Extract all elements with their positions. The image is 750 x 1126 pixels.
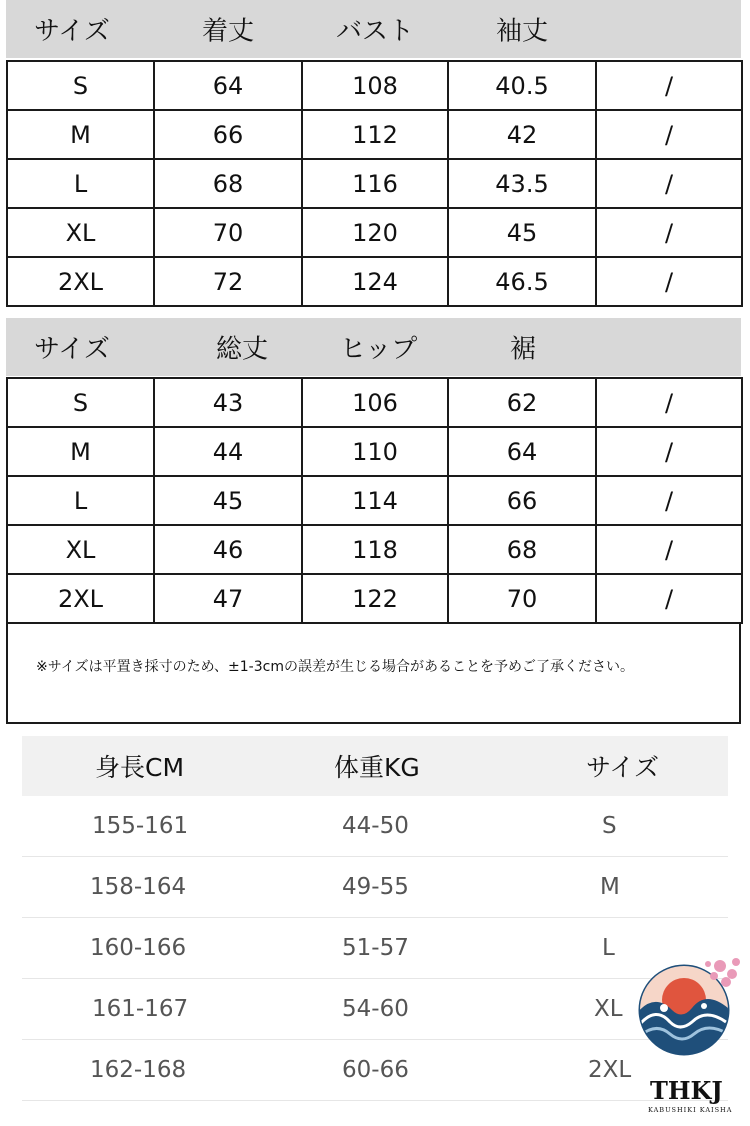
- table-cell: 62: [448, 378, 596, 427]
- table-cell: M: [7, 427, 154, 476]
- table-cell: 122: [302, 574, 448, 623]
- table-row: [22, 979, 728, 1040]
- table-row: [22, 1040, 728, 1101]
- table1-header-size: サイズ: [34, 16, 110, 47]
- weight-cell: 60-66: [342, 1057, 409, 1083]
- table2-header-hip: ヒップ: [340, 334, 418, 365]
- table-cell: 45: [448, 208, 596, 257]
- table-cell: XL: [7, 525, 154, 574]
- table-cell: 47: [154, 574, 302, 623]
- table1-header-bust: バスト: [336, 16, 415, 47]
- weight-cell: 51-57: [342, 935, 409, 961]
- table-cell: 68: [448, 525, 596, 574]
- table-cell: S: [7, 61, 154, 110]
- height-cell: 160-166: [90, 935, 187, 961]
- table-cell: 2XL: [7, 574, 154, 623]
- table-cell: 66: [154, 110, 302, 159]
- table-cell: /: [596, 476, 742, 525]
- height-cell: 162-168: [90, 1057, 187, 1083]
- table-cell: 43.5: [448, 159, 596, 208]
- table-cell: /: [596, 574, 742, 623]
- table-cell: 2XL: [7, 257, 154, 306]
- table-cell: /: [596, 110, 742, 159]
- table-cell: 66: [448, 476, 596, 525]
- table-cell: S: [7, 378, 154, 427]
- weight-cell: 49-55: [342, 874, 409, 900]
- table-cell: 46: [154, 525, 302, 574]
- table-cell: 70: [154, 208, 302, 257]
- table-row: [7, 476, 742, 525]
- table-cell: XL: [7, 208, 154, 257]
- table-row: [7, 257, 742, 306]
- table3-header-weight: 体重KG: [334, 753, 420, 782]
- table-cell: 110: [302, 427, 448, 476]
- table-cell: /: [596, 525, 742, 574]
- table2: [6, 377, 741, 624]
- table3-header: [22, 736, 728, 796]
- wave-sun-icon: [636, 952, 746, 1072]
- table-cell: /: [596, 61, 742, 110]
- table2-header: [6, 318, 741, 376]
- size-cell: M: [600, 874, 620, 900]
- table-cell: 120: [302, 208, 448, 257]
- table3-header-size: サイズ: [586, 753, 660, 782]
- table-cell: 124: [302, 257, 448, 306]
- table2-header-size: サイズ: [34, 334, 110, 365]
- table-cell: M: [7, 110, 154, 159]
- note-box: [6, 624, 741, 724]
- table-cell: /: [596, 427, 742, 476]
- weight-cell: 44-50: [342, 813, 409, 839]
- table-cell: 70: [448, 574, 596, 623]
- table-row: [22, 857, 728, 918]
- table-cell: L: [7, 476, 154, 525]
- brand-name: THKJ: [650, 1076, 723, 1105]
- table-cell: /: [596, 159, 742, 208]
- table-cell: 114: [302, 476, 448, 525]
- table-cell: 64: [154, 61, 302, 110]
- table-cell: 108: [302, 61, 448, 110]
- table-row: [7, 525, 742, 574]
- table-cell: 106: [302, 378, 448, 427]
- size-cell: S: [602, 813, 617, 839]
- table3: [22, 736, 728, 1101]
- height-cell: 155-161: [92, 813, 189, 839]
- table-cell: 46.5: [448, 257, 596, 306]
- table1-header-length: 着丈: [202, 16, 255, 47]
- table-row: [7, 208, 742, 257]
- table-cell: 118: [302, 525, 448, 574]
- table1-header-sleeve: 袖丈: [496, 16, 549, 47]
- table-cell: 45: [154, 476, 302, 525]
- table-cell: 116: [302, 159, 448, 208]
- brand-logo: [636, 952, 746, 1122]
- table-row: [7, 159, 742, 208]
- table-cell: 112: [302, 110, 448, 159]
- table2-header-hem: 裾: [510, 334, 537, 365]
- table-cell: 42: [448, 110, 596, 159]
- table-cell: 43: [154, 378, 302, 427]
- brand-tagline: KABUSHIKI KAISHA: [648, 1106, 733, 1114]
- table-row: [7, 110, 742, 159]
- table-row: [7, 427, 742, 476]
- table1: [6, 60, 741, 307]
- size-cell: 2XL: [588, 1057, 632, 1083]
- height-cell: 158-164: [90, 874, 187, 900]
- table3-header-height: 身長CM: [95, 753, 185, 782]
- table-cell: L: [7, 159, 154, 208]
- table-cell: /: [596, 257, 742, 306]
- table-row: [22, 796, 728, 857]
- table-row: [7, 378, 742, 427]
- table-cell: /: [596, 378, 742, 427]
- table-cell: 68: [154, 159, 302, 208]
- weight-cell: 54-60: [342, 996, 409, 1022]
- size-cell: XL: [594, 996, 623, 1022]
- measurement-note: ※サイズは平置き採寸のため、±1-3cmの誤差が生じる場合があることを予めご了承ください。: [36, 659, 634, 675]
- size-cell: L: [602, 935, 615, 961]
- table2-header-total-length: 総丈: [216, 334, 269, 365]
- table-cell: 44: [154, 427, 302, 476]
- table-row: [7, 574, 742, 623]
- table1-header: [6, 0, 741, 58]
- table-cell: 64: [448, 427, 596, 476]
- table-row: [7, 61, 742, 110]
- height-cell: 161-167: [92, 996, 189, 1022]
- table-cell: 72: [154, 257, 302, 306]
- table-row: [22, 918, 728, 979]
- table-cell: /: [596, 208, 742, 257]
- table-cell: 40.5: [448, 61, 596, 110]
